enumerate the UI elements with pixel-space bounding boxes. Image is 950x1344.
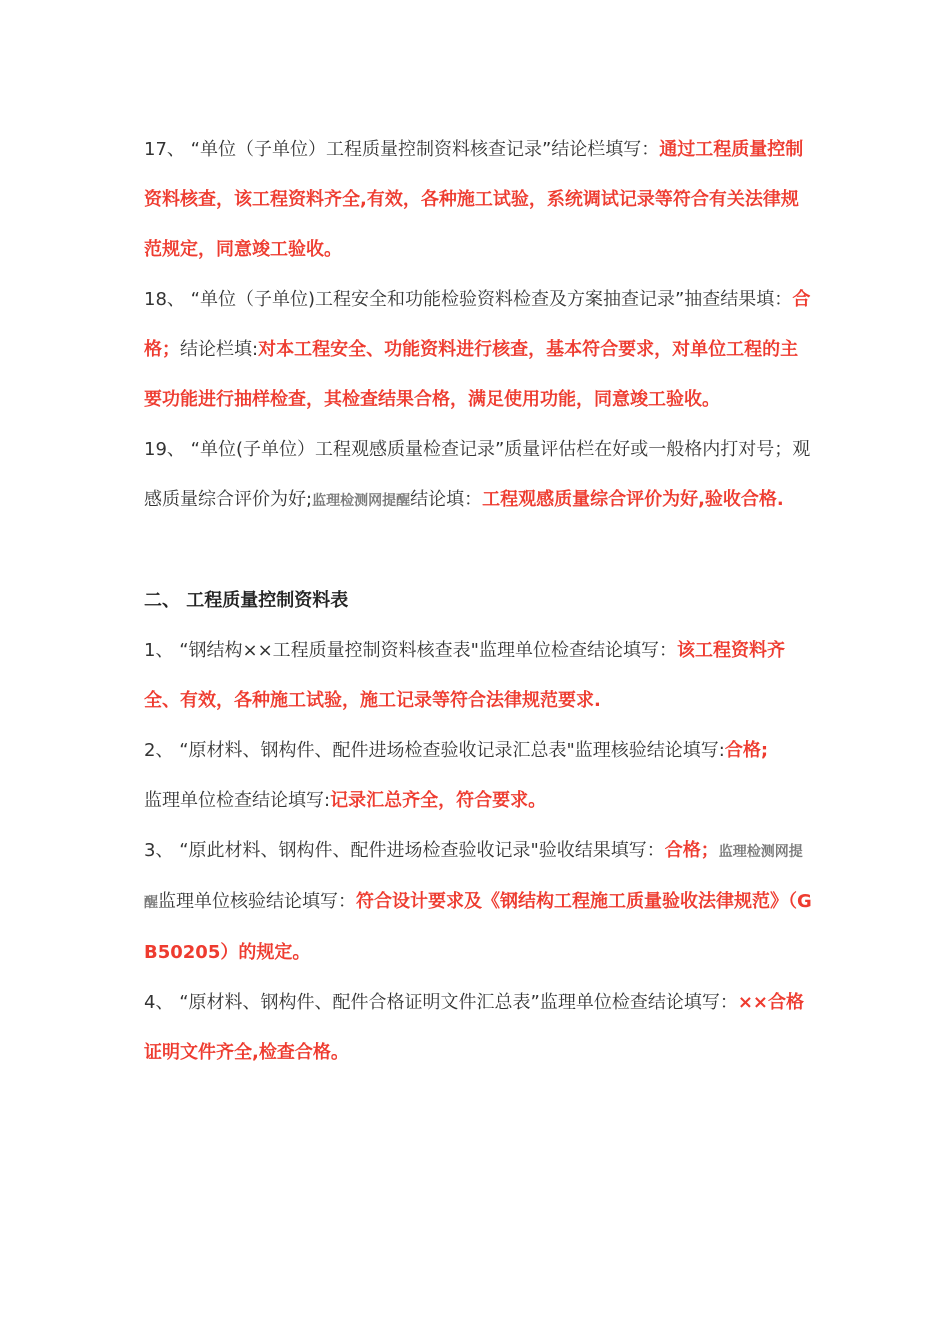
item-answer: 符合设计要求及《钢结构工程施工质量验收法律规范》（GB50205）的规定。 <box>144 891 812 963</box>
item-number: 17、 <box>144 139 185 160</box>
item-text: “单位(子单位）工程观感质量检查记录”质量评估栏在好或一般格内打对号；观感质量综合评价为好; <box>144 439 811 510</box>
item-answer: 合格; <box>724 740 769 761</box>
item-2 <box>144 726 816 826</box>
item-answer: 对本工程安全、功能资料进行核查，基本符合要求，对单位工程的主要功能进行抽样检查，其检查结果合格，满足使用功能，同意竣工验收。 <box>144 339 799 410</box>
spacer <box>144 526 816 576</box>
item-number: 18、 <box>144 289 185 310</box>
item-text: “原材料、钢构件、配件进场检查验收记录汇总表"监理核验结论填写: <box>179 740 725 761</box>
item-text: “钢结构××工程质量控制资料核查表"监理单位检查结论填写： <box>179 640 677 661</box>
item-text: “原材料、钢构件、配件合格证明文件汇总表”监理单位检查结论填写： <box>179 992 738 1013</box>
item-number: 19、 <box>144 439 185 460</box>
item-4 <box>144 978 816 1078</box>
item-17 <box>144 125 816 275</box>
item-answer: 记录汇总齐全，符合要求。 <box>330 790 547 811</box>
item-text: “原此材料、钢构件、配件进场检查验收记录"验收结果填写： <box>179 840 665 861</box>
item-3 <box>144 826 816 978</box>
item-text: 结论填： <box>410 489 483 510</box>
item-text: “单位（子单位)工程安全和功能检验资料检查及方案抽查记录”抽查结果填： <box>190 289 793 310</box>
item-answer: 合格； <box>664 840 719 861</box>
item-answer: ××合格证明文件齐全,检查合格。 <box>144 992 805 1063</box>
item-number: 1、 <box>144 640 174 661</box>
item-text: 监理单位检查结论填写: <box>144 790 331 811</box>
item-answer: 工程观感质量综合评价为好,验收合格. <box>482 489 784 510</box>
document-page <box>144 125 816 1078</box>
item-number: 4、 <box>144 992 174 1013</box>
item-text: 结论栏填: <box>180 339 259 360</box>
item-number: 2、 <box>144 740 174 761</box>
item-number: 3、 <box>144 840 174 861</box>
section-title: 二、 工程质量控制资料表 <box>144 590 349 611</box>
item-text: 监理单位核验结论填写： <box>158 891 356 912</box>
watermark-text: 监理检测网提醒 <box>312 493 411 509</box>
item-1 <box>144 626 816 726</box>
item-text: “单位（子单位）工程质量控制资料核查记录”结论栏填写： <box>190 139 660 160</box>
watermark-text: 监理检测网提醒 <box>144 844 803 911</box>
item-answer: 该工程资料齐全、有效，各种施工试验，施工记录等符合法律规范要求. <box>144 640 785 711</box>
item-19 <box>144 425 816 526</box>
item-answer: 通过工程质量控制资料核查，该工程资料齐全,有效，各种施工试验，系统调试记录等符合有关法律规范规定，同意竣工验收。 <box>144 139 804 260</box>
item-18 <box>144 275 816 425</box>
item-answer: 合格； <box>144 289 811 360</box>
